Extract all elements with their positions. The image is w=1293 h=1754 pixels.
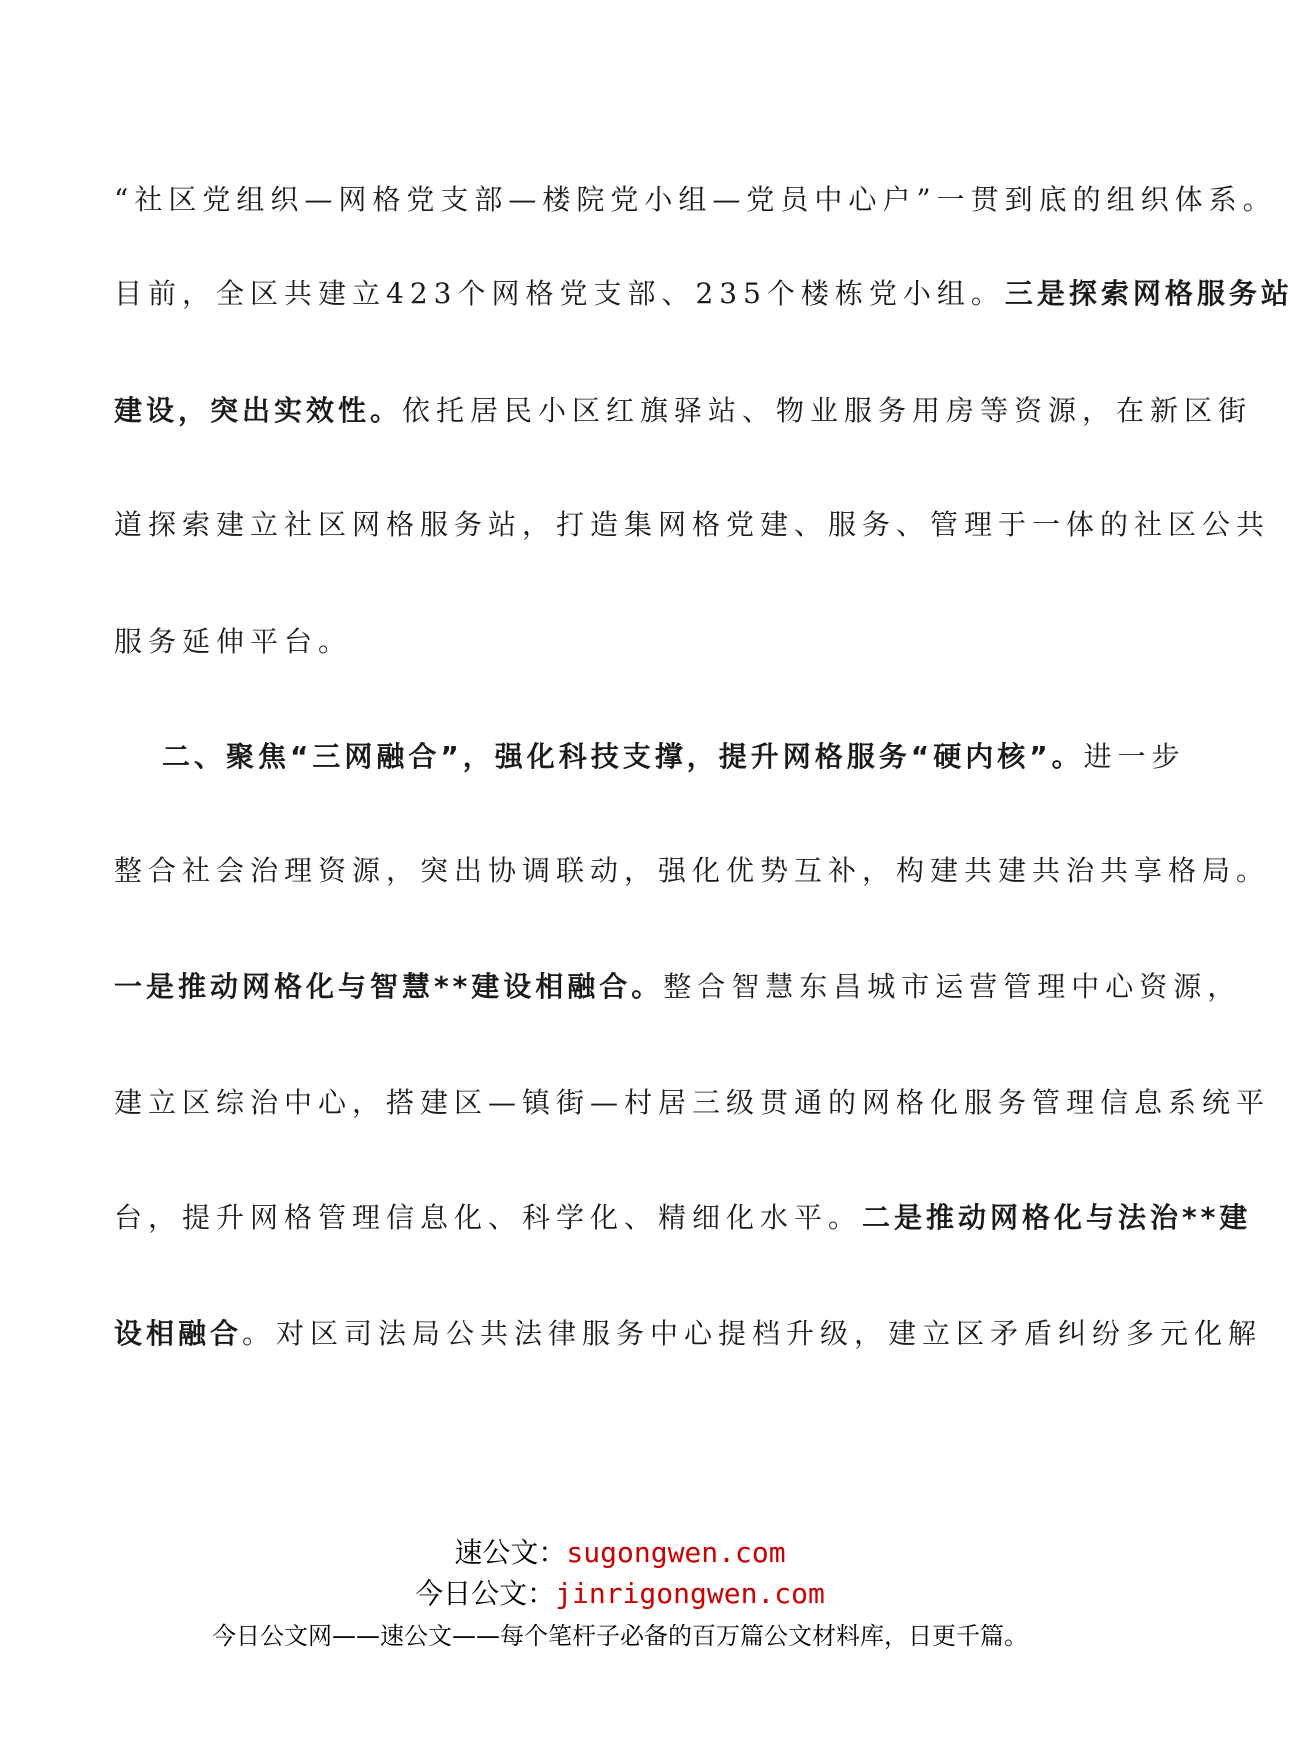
- footer-link-sugongwen[interactable]: sugongwen.com: [566, 1536, 786, 1569]
- body-line-3: [114, 389, 1253, 433]
- text-segment: 台，提升网格管理信息化、科学化、精细化水平。: [114, 1201, 863, 1234]
- body-line-10: [114, 1196, 1252, 1240]
- body-line-8: [114, 965, 1242, 1009]
- text-segment: 建立区综治中心，搭建区—镇街—村居三级贯通的网格化服务管理信息系统平: [114, 1086, 1271, 1119]
- text-segment: 目前，全区共建立423个网格党支部、235个楼栋党小组。: [114, 277, 1005, 310]
- body-line-5: [114, 620, 1134, 664]
- bold-heading-segment: 三是探索网格服务站: [1004, 277, 1293, 310]
- text-segment: 。对区司法局公共法律服务中心提档升级，建立区矛盾纠纷多元化解: [242, 1317, 1263, 1350]
- footer-label: 速公文：: [454, 1536, 567, 1569]
- body-line-1: [114, 178, 1277, 222]
- body-line-4: [114, 503, 1271, 547]
- footer-sugongwen: [0, 1533, 1240, 1573]
- bold-heading-segment: 建设，突出实效性。: [114, 394, 403, 427]
- footer-label: 今日公文：: [415, 1577, 556, 1610]
- section-heading-segment: 二、聚焦“三网融合”，强化科技支撑，提升网格服务“硬内核”。: [162, 740, 1084, 773]
- text-segment: 进一步: [1083, 740, 1186, 773]
- text-segment: 整合社会治理资源，突出协调联动，强化优势互补，构建共建共治共享格局。: [114, 854, 1271, 887]
- footer-link-jinrigongwen[interactable]: jinrigongwen.com: [555, 1577, 825, 1610]
- body-line-11: [114, 1312, 1263, 1356]
- body-line-2: [114, 272, 1293, 316]
- bold-heading-segment: 设相融合: [114, 1317, 243, 1350]
- body-line-9: [114, 1081, 1271, 1125]
- footer-slogan: 今日公文网——速公文——每个笔杆子必备的百万篇公文材料库，日更千篇。: [212, 1622, 1028, 1650]
- text-segment: 依托居民小区红旗驿站、物业服务用房等资源，在新区街: [402, 394, 1253, 427]
- bold-heading-segment: 一是推动网格化与智慧**建设相融合。: [114, 970, 664, 1003]
- text-segment: “社区党组织—网格党支部—楼院党小组—党员中心户”一贯到底的组织体系。: [114, 183, 1277, 216]
- text-segment: 服务延伸平台。: [114, 625, 353, 658]
- text-segment: 道探索建立社区网格服务站，打造集网格党建、服务、管理于一体的社区公共: [114, 508, 1271, 541]
- body-line-6: [162, 735, 1186, 779]
- footer-jinrigongwen: [0, 1574, 1240, 1614]
- bold-heading-segment: 二是推动网格化与法治**建: [862, 1201, 1252, 1234]
- text-segment: 整合智慧东昌城市运营管理中心资源，: [663, 970, 1242, 1003]
- body-line-7: [114, 849, 1271, 893]
